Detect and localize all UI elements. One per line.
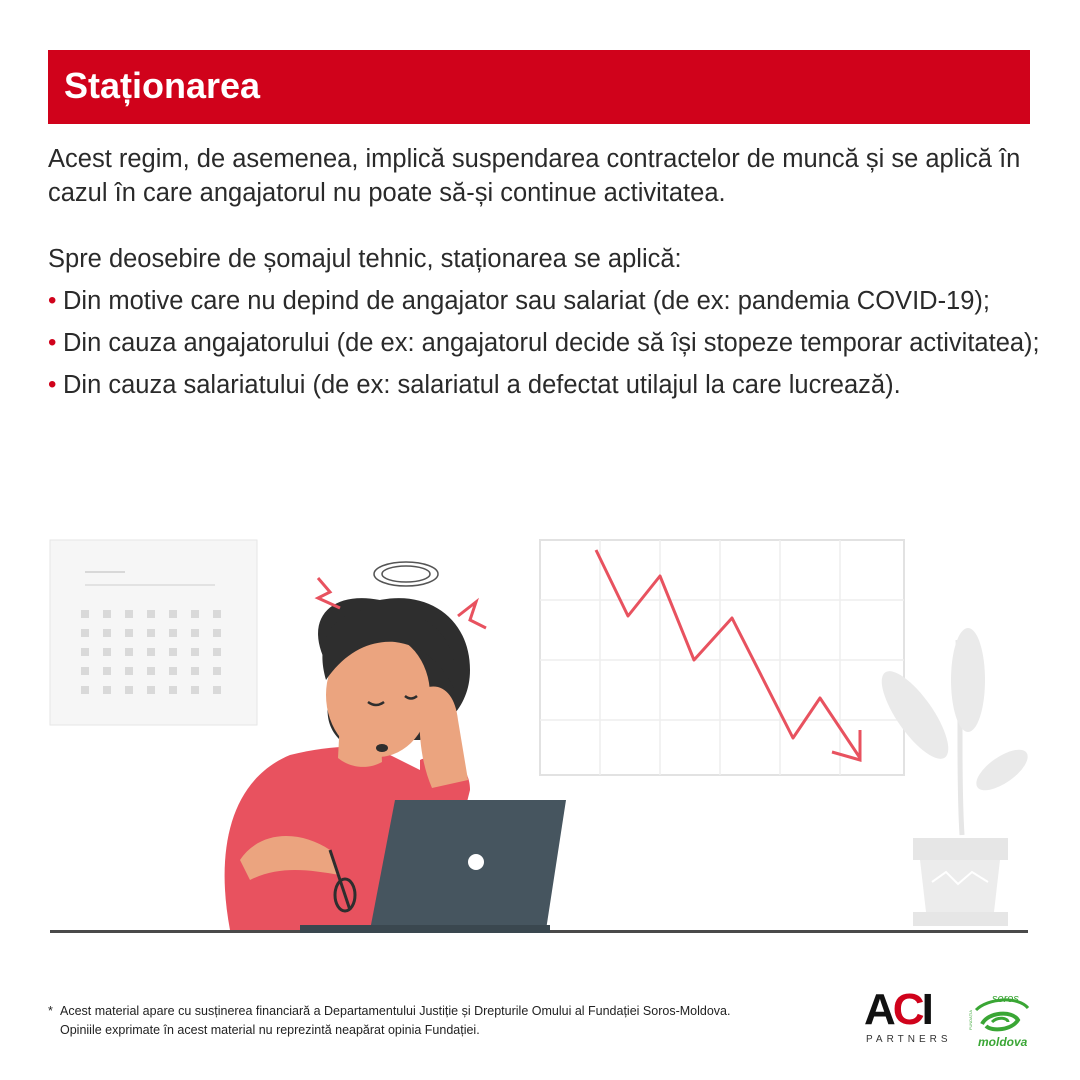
potted-plant-icon (870, 628, 1034, 926)
bullet-dot-icon: • (48, 371, 57, 398)
svg-text:FUNDAȚIA: FUNDAȚIA (968, 1010, 973, 1030)
list-item (48, 368, 1058, 402)
bullet-dot-icon: • (48, 329, 57, 356)
title-bar (48, 50, 1030, 124)
list-item-text: Din motive care nu depind de angajator sau salariat (de ex: pandemia COVID-19); (63, 287, 991, 315)
list-item (48, 326, 1058, 360)
aci-logo-mark: ACI (864, 985, 931, 1034)
aci-logo-subtitle: PARTNERS (866, 1034, 952, 1045)
list-item (48, 284, 1058, 318)
intro-paragraph: Acest regim, de asemenea, implică suspendarea contractelor de muncă și se aplică în cazul în care angajatorul nu poate să-și continue activitatea. (48, 145, 1021, 207)
footnote (48, 1002, 768, 1040)
footnote-text: Acest material apare cu susținerea financiară a Departamentului Justiție și Drepturile Omului al Fundației Soros-Moldova. Opiniile exprimate în acest material nu reprezintă neapărat opinia Fundației. (60, 1004, 731, 1037)
bullet-list (48, 284, 1058, 410)
calendar-icon (50, 540, 257, 725)
list-item-text: Din cauza angajatorului (de ex: angajatorul decide să își stopeze temporar activitatea); (63, 329, 1040, 357)
page-title: Staționarea (64, 65, 261, 106)
soros-moldova-logo (968, 990, 1034, 1050)
svg-text:moldova: moldova (978, 1035, 1028, 1049)
footnote-star: * (48, 1004, 53, 1018)
lead-paragraph: Spre deosebire de șomajul tehnic, staționarea se aplică: (48, 245, 682, 273)
bullet-dot-icon: • (48, 287, 57, 314)
declining-chart-icon (540, 540, 904, 775)
list-item-text: Din cauza salariatului (de ex: salariatul a defectat utilajul la care lucrează). (63, 371, 901, 399)
svg-text:soros: soros (992, 993, 1019, 1005)
aci-partners-logo (864, 985, 952, 1045)
stressed-worker-illustration (0, 530, 1080, 940)
